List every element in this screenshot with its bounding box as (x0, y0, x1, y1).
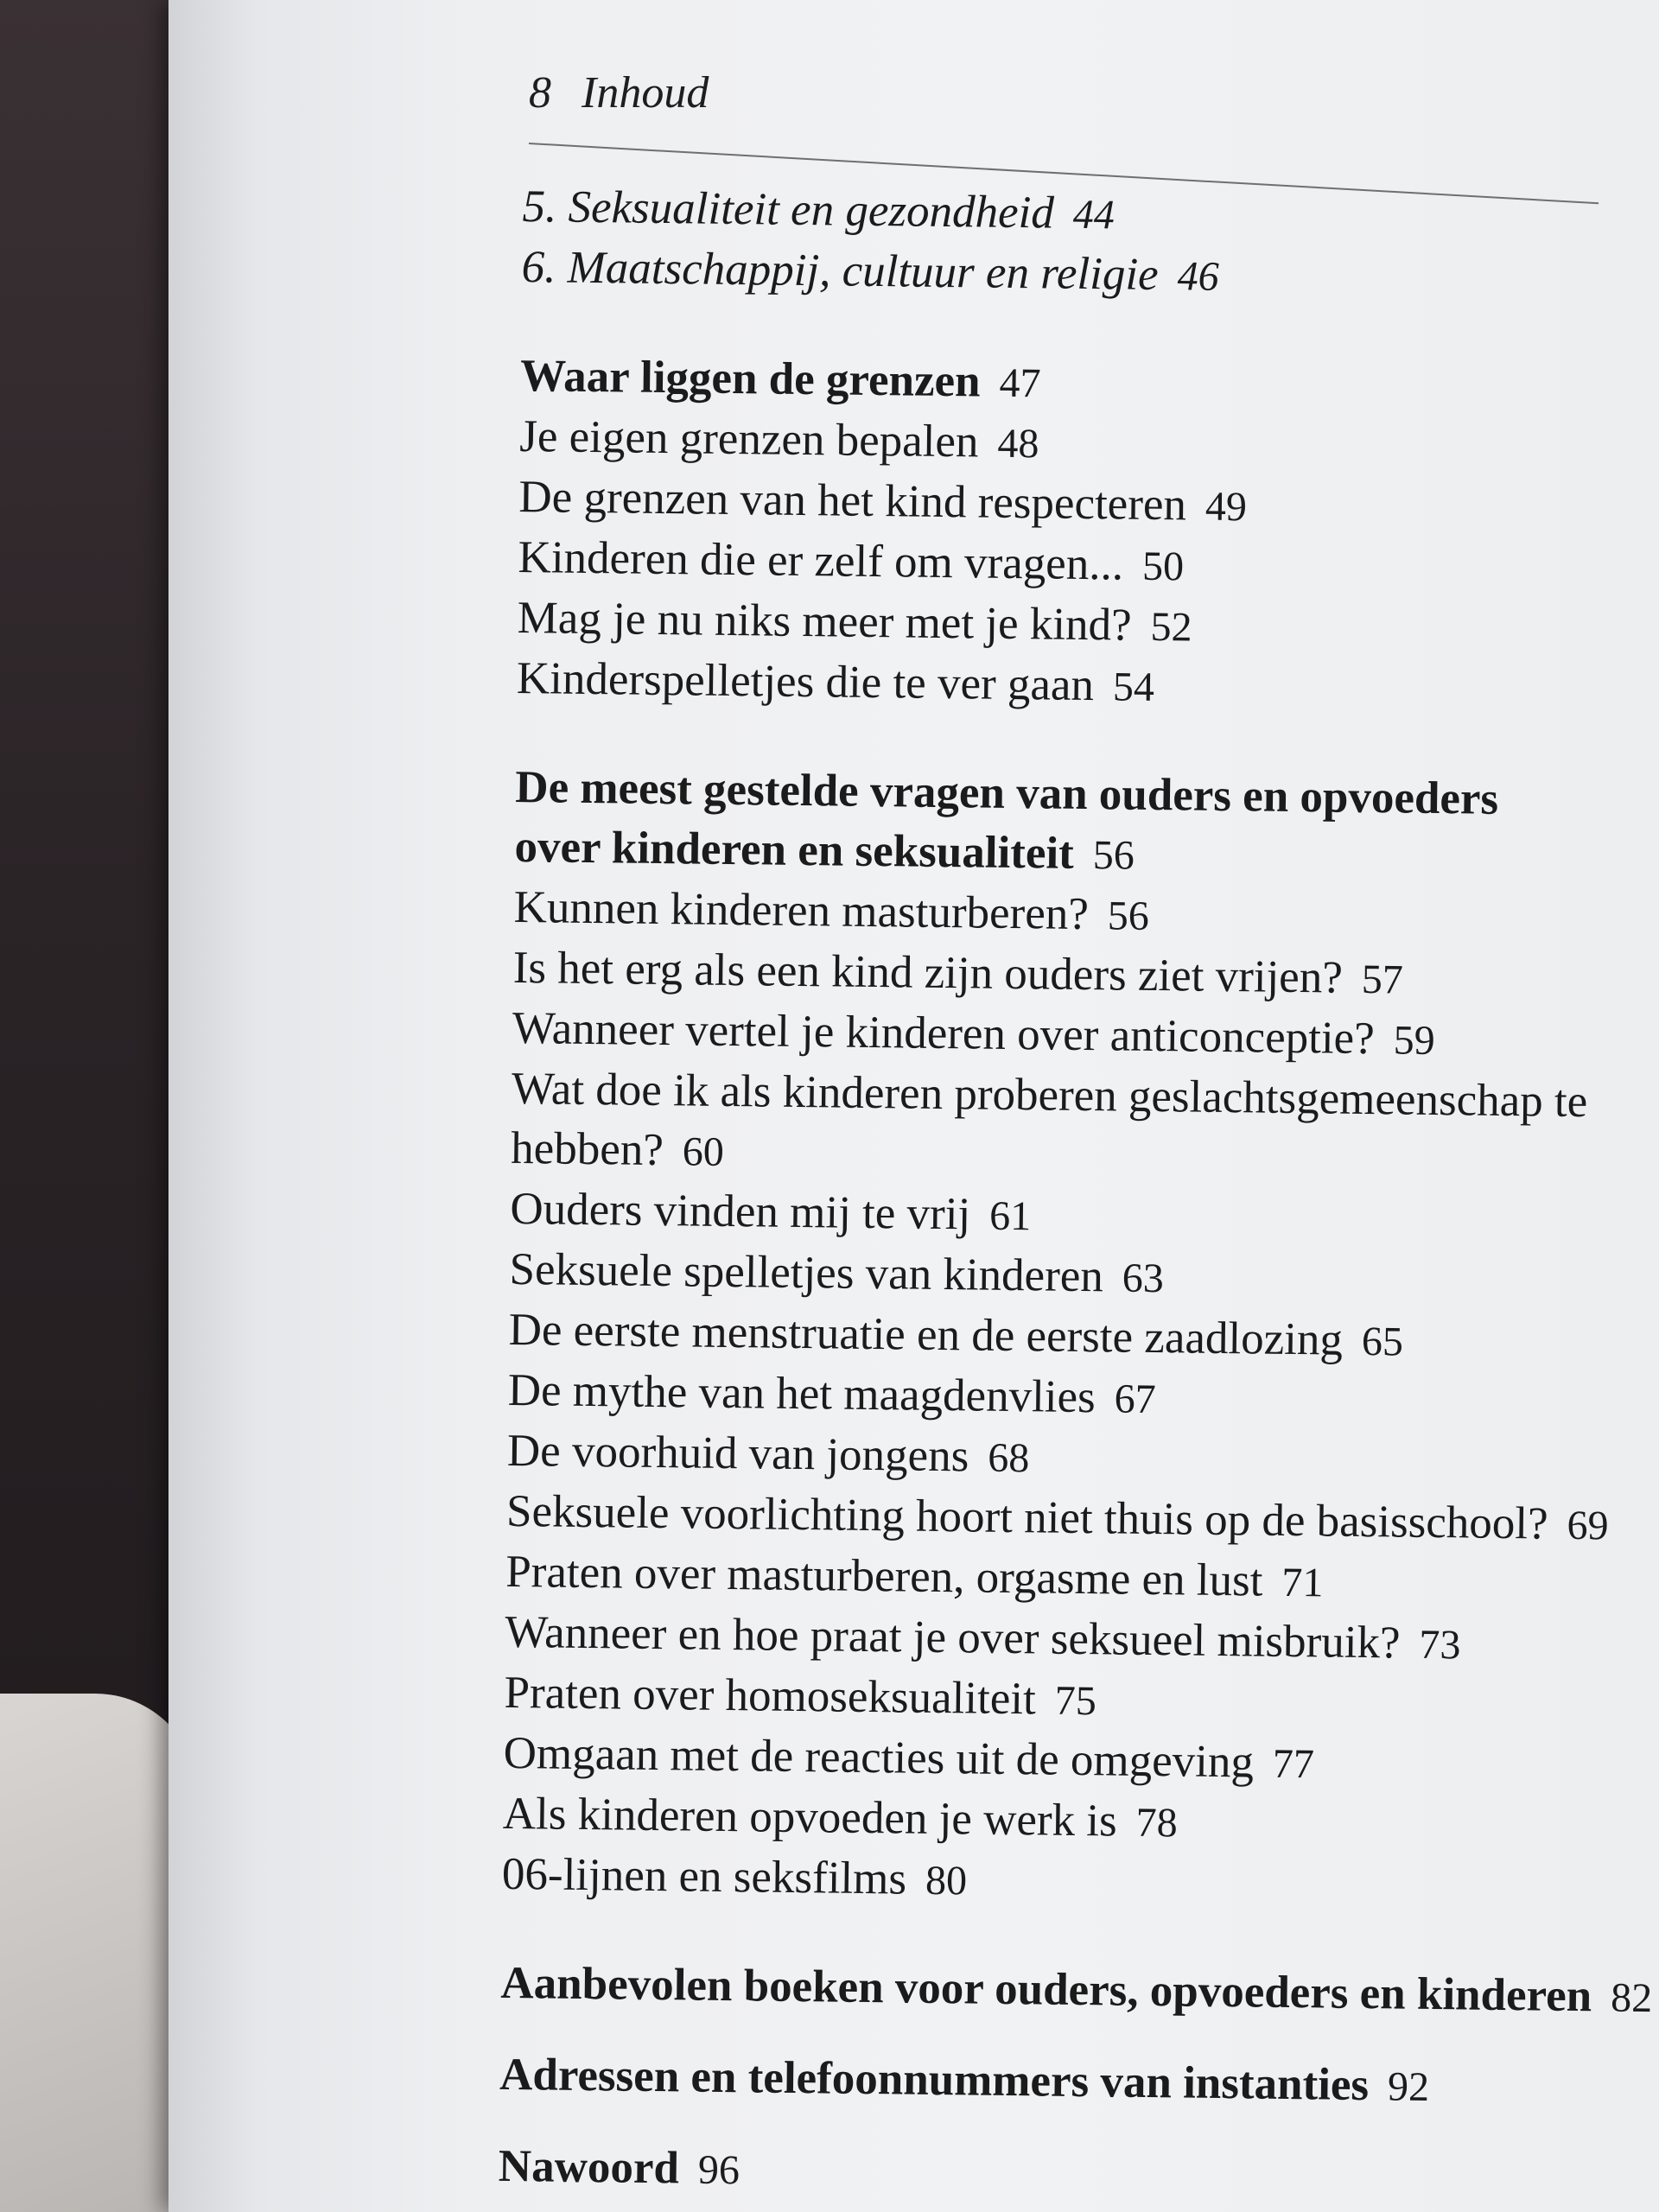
table-of-contents (498, 177, 1653, 2211)
toc-entry-page: 52 (1150, 603, 1192, 651)
toc-entry-title: Kinderen die er zelf om vragen... (518, 531, 1124, 590)
toc-entry-title: Seksuele voorlichting hoort niet thuis op de basisschool? (505, 1485, 1548, 1549)
toc-section-title: Nawoord (498, 2140, 680, 2194)
toc-entry-page: 46 (1177, 253, 1219, 300)
toc-entry-title: Mag je nu niks meer met je kind? (517, 592, 1132, 651)
toc-entry-title: 06-lijnen en seksfilms (501, 1848, 907, 1904)
toc-section-page: 56 (1092, 832, 1135, 879)
toc-entry-page: 65 (1361, 1318, 1404, 1365)
toc-entry-title: Is het erg als een kind zijn ouders ziet vrijen? (512, 942, 1344, 1003)
toc-entry-title: De mythe van het maagdenvlies (507, 1364, 1096, 1423)
toc-entry-page: 75 (1054, 1677, 1097, 1725)
toc-section-page: 92 (1387, 2063, 1430, 2110)
toc-entry-title: Wanneer vertel je kinderen over anticonceptie? (512, 1002, 1376, 1065)
toc-entry-title: Kinderspelletjes die te ver gaan (516, 652, 1095, 711)
toc-entry-title: Omgaan met de reacties uit de omgeving (503, 1727, 1255, 1788)
header-title: Inhoud (582, 68, 709, 118)
toc-entry-page: 50 (1141, 543, 1185, 590)
toc-entry-title: Wanneer en hoe praat je over seksueel misbruik? (505, 1606, 1401, 1669)
toc-entry-title: hebben? (510, 1122, 664, 1176)
toc-entry-title: Kunnen kinderen masturberen? (513, 881, 1090, 940)
toc-entry-page: 57 (1361, 956, 1404, 1003)
toc-entry-title: Ouders vinden mij te vrij (510, 1183, 971, 1240)
toc-section-title: Aanbevolen boeken voor ouders, opvoeders en kinderen (500, 1957, 1592, 2022)
toc-section-title: Waar liggen de grenzen (519, 350, 981, 407)
toc-section-page: 47 (999, 359, 1041, 407)
toc-section-page: 82 (1610, 1974, 1653, 2022)
toc-entry-title: Je eigen grenzen bepalen (518, 410, 979, 467)
toc-entry-page: 48 (997, 420, 1039, 467)
toc-entry-title: Praten over masturberen, orgasme en lust (505, 1546, 1263, 1606)
toc-section-title: Adressen en telefoonnummers van instanties (499, 2049, 1370, 2111)
toc-entry-page: 61 (988, 1192, 1032, 1240)
toc-entry-title: Seksuele spelletjes van kinderen (509, 1243, 1104, 1302)
toc-section-title-line1: De meest gestelde vragen van ouders en opvoeders (515, 761, 1499, 824)
toc-entry-title: Praten over homoseksualiteit (504, 1667, 1037, 1725)
toc-entry-page: 60 (682, 1128, 725, 1175)
toc-entry-page: 68 (987, 1434, 1030, 1482)
toc-entry-title: De grenzen van het kind respecteren (518, 471, 1187, 531)
toc-entry-page: 71 (1281, 1559, 1324, 1606)
toc-entry-title: De voorhuid van jongens (506, 1425, 969, 1482)
toc-entry-page: 59 (1393, 1017, 1435, 1064)
toc-section-title-line2: over kinderen en seksualiteit (514, 821, 1075, 879)
toc-entry-page: 73 (1419, 1621, 1461, 1669)
toc-section-page: 96 (697, 2146, 741, 2194)
toc-entry-page: 78 (1135, 1799, 1179, 1847)
toc-entry-title: Wat doe ik als kinderen proberen geslachtsgemeenschap te (511, 1063, 1588, 1128)
toc-entry-page: 54 (1112, 664, 1155, 710)
toc-entry-page: 69 (1567, 1502, 1609, 1549)
toc-entry-title: De eerste menstruatie en de eerste zaadlozing (508, 1304, 1344, 1365)
toc-entry-page: 49 (1205, 483, 1248, 531)
toc-entry-page: 44 (1072, 191, 1116, 238)
page-header (529, 67, 709, 118)
toc-entry-page: 56 (1107, 893, 1150, 939)
toc-entry-page: 77 (1272, 1740, 1315, 1788)
toc-entry-page: 67 (1114, 1376, 1157, 1423)
toc-entry-page: 80 (925, 1857, 968, 1904)
toc-entry-page: 63 (1122, 1255, 1165, 1302)
toc-entry-title: 6. Maatschappij, cultuur en religie (521, 241, 1160, 300)
header-page-number: 8 (529, 68, 551, 118)
toc-entry-title: Als kinderen opvoeden je werk is (502, 1788, 1118, 1847)
toc-entry-title: 5. Seksualiteit en gezondheid (522, 181, 1055, 238)
